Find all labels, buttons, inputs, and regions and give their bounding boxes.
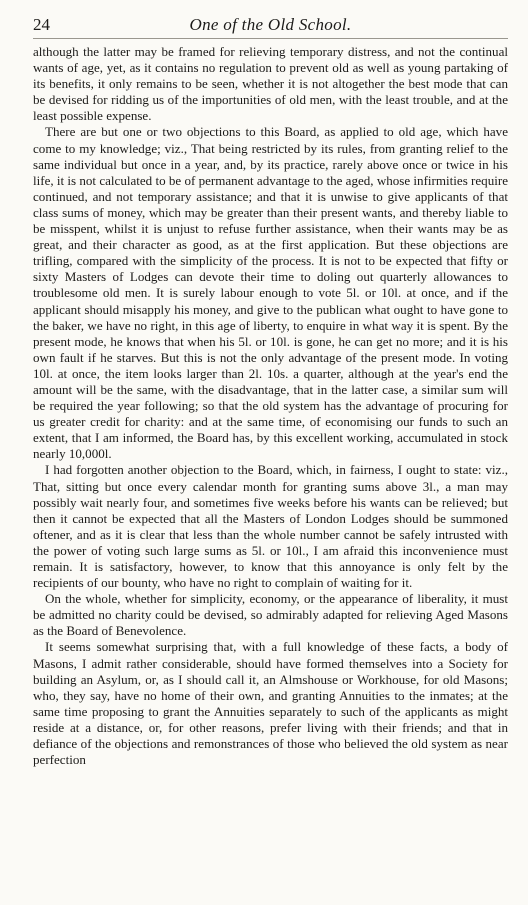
body-text — [33, 44, 508, 768]
paragraph: There are but one or two objections to this Board, as applied to old age, which have come to my knowledge; viz., That being restricted by its rules, from granting relief to the same individual but once in a year, and, by its practice, rarely above once or twice in his life, it is not calculated to be of permanent advantage to the aged, whose infirmities require continued, and not temporary assistance; and that it is unwise to give applicants of that class sums of money, which may be greater than their present wants, and thereby liable to be misspent, whilst it is unjust to refuse further assistance, when their wants may be as great, and their character as good, as at the first application. But these objections are trifling, compared with the simplicity of the process. It is not to be expected that fifty or sixty Masters of Lodges can devote their time to doling out quarterly allowances to troublesome old men. It is surely labour enough to vote 5l. or 10l. at once, and if the applicant should misapply his money, and give to the publican what ought to have gone to the baker, we have no right, in this age of liberty, to enquire in what way it is spent. By the present mode, he knows that when his 5l. or 10l. is gone, he can get no more; and it is his own fault if he starves. But this is not the only advantage of the present mode. In voting 10l. at once, the item looks larger than 2l. 10s. a quarter, although at the year's end the amount will be the same, with the disadvantage, that in the latter case, a similar sum will be required the year following; so that the old system has the advantage of procuring for us greater credit for charity: and at the same time, of economising our funds to such an extent, that I am informed, the Board has, by this excellent working, accumulated in stock nearly 10,000l. — [33, 124, 508, 462]
paragraph: It seems somewhat surprising that, with a full knowledge of these facts, a body of Masons, I admit rather considerable, should have formed themselves into a Society for building an Asylum, or, as I should call it, an Almshouse or Workhouse, for old Masons; who, they say, have no home of their own, and granting Annuities to the inmates; at the same time proposing to grant the Annuities separately to such of the applicants as might reside at a distance, or, for other reasons, prefer living with their friends; and that in defiance of the objections and remonstrances of those who believed the old system as near perfection — [33, 639, 508, 768]
paragraph: although the latter may be framed for relieving temporary distress, and not the continual wants of age, yet, as it contains no regulation to prevent old as well as young partaking of its benefits, it only remains to be seen, whether it is not altogether the best mode that can be devised for ridding us of the importunities of old men, with the least trouble, and at the least possible expense. — [33, 44, 508, 124]
running-title: One of the Old School. — [189, 15, 352, 34]
running-head — [33, 14, 508, 39]
paragraph: I had forgotten another objection to the Board, which, in fairness, I ought to state: viz., That, sitting but once every calendar month for granting sums above 3l., a man may possibly wait nearly four, and sometimes five weeks before his wants can be relieved; but then it cannot be expected that all the Masters of London Lodges should be summoned oftener, and as it is clear that less than the whole number cannot be safely intrusted with the power of voting such large sums as 5l. or 10l., I am afraid this inconvenience must remain. It is satisfactory, however, to know that this annoyance is only felt by the recipients of our bounty, who have no right to complain of waiting for it. — [33, 462, 508, 591]
page-number: 24 — [33, 15, 50, 34]
paragraph: On the whole, whether for simplicity, economy, or the appearance of liberality, it must be admitted no charity could be devised, so admirably adapted for relieving Aged Masons as the Board of Benevolence. — [33, 591, 508, 639]
